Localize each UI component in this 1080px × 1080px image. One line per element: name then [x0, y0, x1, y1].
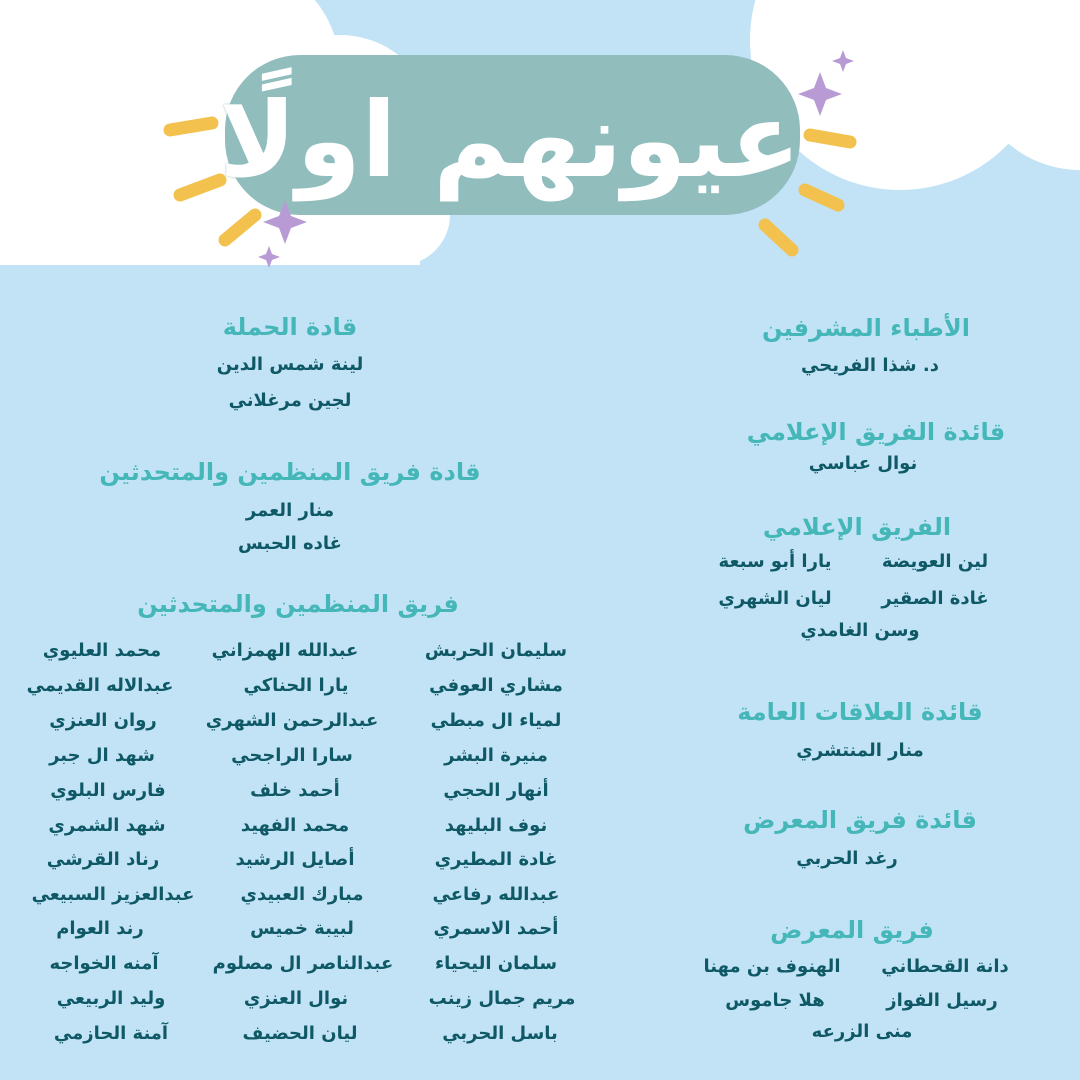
organizer-name: عبدالناصر ال مصلوم	[212, 953, 394, 974]
organizer-name: سلمان اليحياء	[434, 953, 558, 974]
media-team-member: غادة الصقير	[881, 588, 989, 609]
organizer-name: آمنه الخواجه	[49, 953, 159, 974]
pr-lead-name: منار المنتشري	[796, 740, 924, 761]
exhibit-team-member: دانة القحطاني	[881, 956, 1009, 977]
organizer-name: أصايل الرشيد	[235, 849, 355, 870]
organizer-name: وليد الربيعي	[56, 988, 166, 1009]
organizer-name: لمياء ال مبطي	[430, 710, 562, 731]
organizer-name: عبدالرحمن الشهري	[205, 710, 379, 731]
organizer-name: أحمد الاسمري	[433, 918, 559, 939]
exhibit-team-member: هلا جاموس	[725, 990, 825, 1011]
organizer-name: نوال العنزي	[243, 988, 349, 1009]
organizer-name: لبيبة خميس	[250, 918, 354, 939]
organizer-name: غادة المطيري	[434, 849, 558, 870]
organizer-name: مبارك العبيدي	[240, 884, 364, 905]
organizer-name: عبدالاله القديمي	[26, 675, 174, 696]
media-team-heading: الفريق الإعلامي	[762, 513, 952, 541]
organizer-name: سليمان الحربش	[424, 640, 568, 661]
organizer-name: رناد القرشي	[46, 849, 160, 870]
media-lead-name: نوال عباسي	[808, 453, 918, 474]
organizer-name: محمد الفهيد	[240, 815, 350, 836]
campaign-title: عيونهم اولًا	[219, 79, 801, 201]
organizer-name: يارا الحناكي	[243, 675, 349, 696]
organizer-name: شهد ال جبر	[49, 745, 155, 766]
organizer-name: أنهار الحجي	[443, 780, 549, 801]
organizer-name: أحمد خلف	[250, 780, 340, 801]
exhibit-team-member: منى الزرعه	[811, 1021, 913, 1042]
organizer-leads-heading: قادة فريق المنظمين والمتحدثين	[99, 458, 481, 486]
pr-lead-heading: قائدة العلاقات العامة	[737, 698, 983, 726]
organizer-lead-name: منار العمر	[245, 500, 335, 521]
organizer-name: ليان الحضيف	[242, 1023, 358, 1044]
organizer-name: سارا الراجحي	[231, 745, 353, 766]
organizer-name: نوف البليهد	[444, 815, 548, 836]
media-team-member: وسن الغامدي	[800, 620, 920, 641]
organizer-name: شهد الشمري	[48, 815, 166, 836]
exhibit-lead-heading: قائدة فريق المعرض	[743, 806, 977, 834]
organizer-name: منيرة البشر	[444, 745, 548, 766]
organizer-name: عبدالله رفاعي	[432, 884, 560, 905]
organizer-name: محمد العليوي	[42, 640, 162, 661]
media-lead-heading: قائدة الفريق الإعلامي	[746, 418, 1006, 446]
exhibit-team-heading: فريق المعرض	[770, 916, 934, 944]
organizer-name: مشاري العوفي	[429, 675, 563, 696]
organizer-name: روان العنزي	[49, 710, 157, 731]
organizer-name: مريم جمال زينب	[428, 988, 576, 1009]
exhibit-team-member: الهنوف بن مهنا	[703, 956, 841, 977]
organizer-lead-name: غاده الحبس	[238, 533, 342, 554]
media-team-member: ليان الشهري	[718, 588, 832, 609]
media-team-member: لين العويضة	[881, 551, 989, 572]
organizer-name: باسل الحربي	[442, 1023, 558, 1044]
campaign-lead-name: لينة شمس الدين	[216, 354, 364, 375]
media-team-member: يارا أبو سبعة	[718, 551, 832, 572]
organizer-name: عبدالله الهمزاني	[211, 640, 359, 661]
organizers-heading: فريق المنظمين والمتحدثين	[137, 590, 459, 618]
organizer-name: فارس البلوي	[50, 780, 166, 801]
doctor-name: د. شذا الفريحي	[801, 355, 939, 376]
doctors-heading: الأطباء المشرفين	[762, 314, 970, 342]
exhibit-lead-name: رغد الحربي	[796, 848, 898, 869]
organizer-name: عبدالعزيز السبيعي	[31, 884, 195, 905]
campaign-leads-heading: قادة الحملة	[222, 313, 358, 341]
organizer-name: آمنة الحازمي	[53, 1023, 169, 1044]
organizer-name: رند العوام	[56, 918, 144, 939]
campaign-lead-name: لجين مرغلاني	[228, 390, 352, 411]
exhibit-team-member: رسيل الفواز	[886, 990, 998, 1011]
